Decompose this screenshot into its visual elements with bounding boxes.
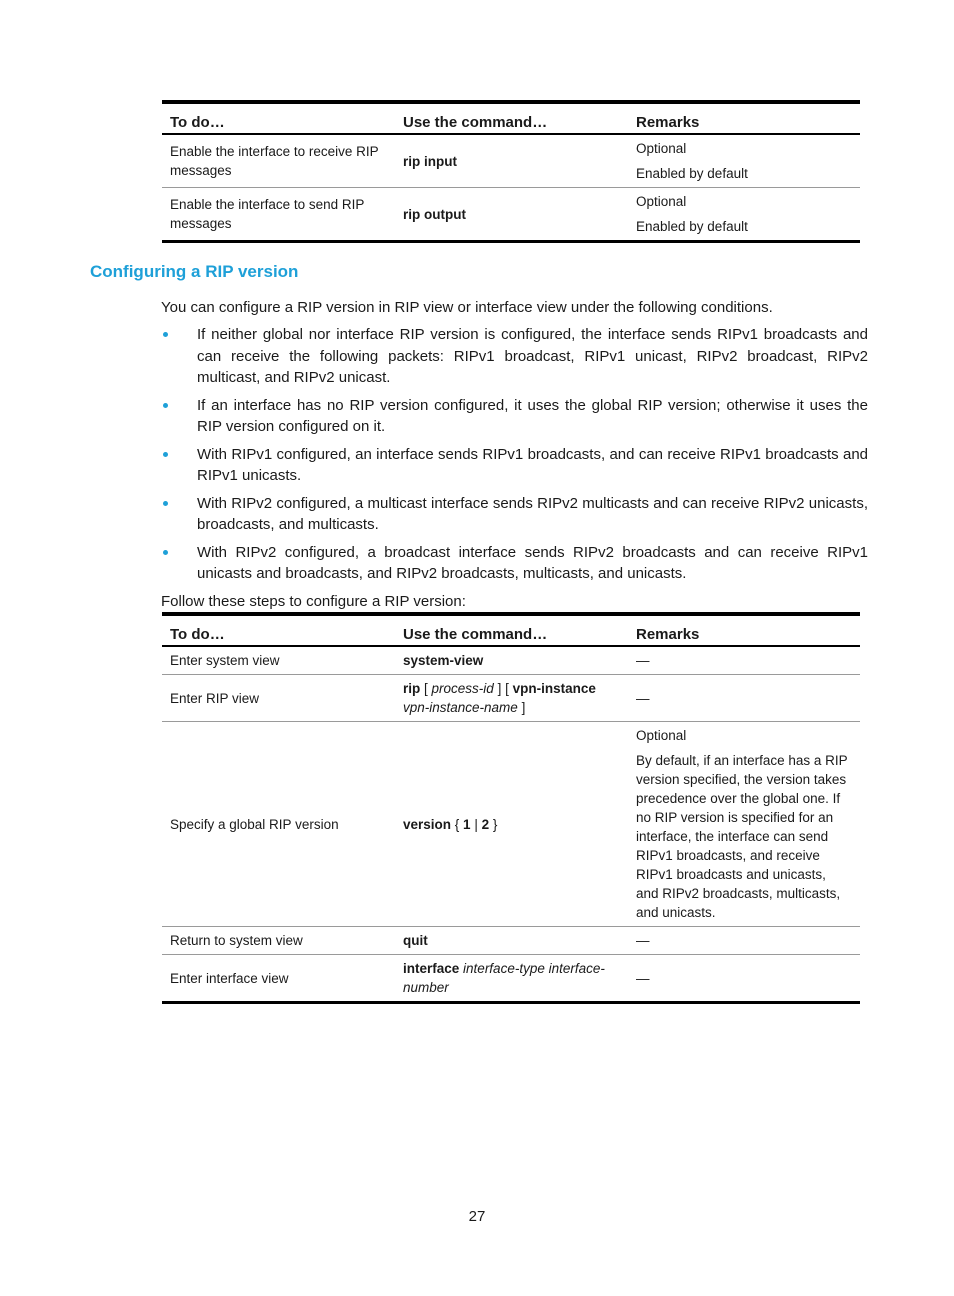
list-item-text: With RIPv2 configured, a multicast interface sends RIPv2 multicasts and can receive RIPv2 unicasts, broadcasts, and multicasts. bbox=[197, 494, 868, 533]
page-number: 27 bbox=[468, 1208, 486, 1225]
table-row bbox=[162, 955, 860, 1003]
column-header-todo: To do… bbox=[162, 614, 395, 646]
steps-intro-paragraph: Follow these steps to configure a RIP version: bbox=[161, 593, 466, 610]
intro-paragraph: You can configure a RIP version in RIP view or interface view under the following conditions. bbox=[161, 299, 773, 316]
table-row bbox=[162, 675, 860, 722]
conditions-list bbox=[161, 324, 868, 591]
todo-cell: Enable the interface to receive RIP messages bbox=[162, 134, 395, 188]
list-item bbox=[161, 542, 868, 585]
list-item-text: With RIPv1 configured, an interface sends RIPv1 broadcasts, and can receive RIPv1 broadcasts and RIPv1 unicasts. bbox=[197, 445, 868, 484]
remark-optional: Optional bbox=[636, 728, 687, 743]
remark-dash: — bbox=[636, 690, 650, 706]
bullet-icon bbox=[163, 332, 168, 337]
column-header-remarks: Remarks bbox=[628, 614, 860, 646]
remarks-cell bbox=[628, 722, 860, 927]
rip-version-steps-table bbox=[162, 612, 860, 1004]
list-item-text: If an interface has no RIP version configured, it uses the global RIP version; otherwise it uses the RIP version configured on it. bbox=[197, 396, 868, 435]
todo-cell: Enter interface view bbox=[162, 955, 395, 1003]
command-syntax: | bbox=[470, 816, 482, 832]
rip-input-output-table bbox=[162, 100, 860, 243]
command-keyword: system-view bbox=[403, 653, 484, 668]
command-keyword: rip bbox=[403, 681, 421, 696]
remark-optional: Optional bbox=[636, 194, 687, 209]
command-argument: interface-type bbox=[463, 961, 545, 976]
command-syntax: { bbox=[451, 816, 464, 832]
bullet-icon bbox=[163, 452, 168, 457]
remark-description: By default, if an interface has a RIP version specified, the version takes precedence over the global one. If no RIP version is specified for an interface, the interface can send RIPv1 broadcasts, and receive RIPv1 broadcasts and unicasts, and RIPv2 broadcasts, multicasts, and unicasts. bbox=[636, 753, 848, 920]
command-keyword: interface bbox=[403, 961, 460, 976]
command-syntax: [ bbox=[420, 681, 432, 696]
list-item-text: With RIPv2 configured, a broadcast interface sends RIPv2 broadcasts and can receive RIPv1 unicasts and broadcasts, and RIPv2 broadcasts, multicasts, and unicasts. bbox=[197, 543, 868, 582]
column-header-remarks: Remarks bbox=[628, 102, 860, 134]
column-header-command: Use the command… bbox=[395, 102, 628, 134]
command-cell bbox=[395, 646, 628, 675]
command-argument: process-id bbox=[431, 681, 494, 696]
command-cell bbox=[395, 927, 628, 955]
todo-cell: Specify a global RIP version bbox=[162, 722, 395, 927]
remark-dash: — bbox=[636, 970, 650, 986]
command-syntax: ] [ bbox=[493, 681, 513, 696]
list-item bbox=[161, 493, 868, 536]
list-item bbox=[161, 324, 868, 389]
table-row bbox=[162, 927, 860, 955]
list-item-text: If neither global nor interface RIP version is configured, the interface sends RIPv1 broadcasts and can receive the following packets: RIPv1 broadcast, RIPv1 unicast, RIPv2 broadcast, RIPv2 multicast, and RIPv2 unicast. bbox=[197, 326, 868, 386]
remark-optional: Optional bbox=[636, 141, 687, 156]
table-header-row bbox=[162, 614, 860, 646]
command-argument: interface-number bbox=[403, 961, 605, 995]
command-cell bbox=[395, 675, 628, 722]
command-keyword: rip output bbox=[403, 206, 466, 222]
remarks-cell bbox=[628, 646, 860, 675]
table-header-row bbox=[162, 102, 860, 134]
table-row bbox=[162, 188, 860, 242]
column-header-command: Use the command… bbox=[395, 614, 628, 646]
todo-cell: Enter RIP view bbox=[162, 675, 395, 722]
command-syntax: ] bbox=[517, 700, 526, 715]
todo-cell: Enter system view bbox=[162, 646, 395, 675]
command-keyword: rip input bbox=[403, 153, 457, 169]
table-row bbox=[162, 646, 860, 675]
todo-cell: Enable the interface to send RIP messages bbox=[162, 188, 395, 242]
remarks-cell bbox=[628, 927, 860, 955]
command-cell bbox=[395, 188, 628, 242]
bullet-icon bbox=[163, 403, 168, 408]
list-item bbox=[161, 395, 868, 438]
table-row bbox=[162, 722, 860, 927]
section-heading: Configuring a RIP version bbox=[90, 262, 299, 281]
command-cell bbox=[395, 722, 628, 927]
command-argument: vpn-instance-name bbox=[403, 700, 518, 715]
command-syntax: } bbox=[489, 816, 498, 832]
column-header-todo: To do… bbox=[162, 102, 395, 134]
remarks-cell bbox=[628, 675, 860, 722]
bullet-icon bbox=[163, 501, 168, 506]
command-keyword: version bbox=[403, 816, 452, 832]
remarks-cell bbox=[628, 188, 860, 242]
remark-dash: — bbox=[636, 933, 650, 948]
command-option: 2 bbox=[481, 816, 490, 832]
remarks-cell bbox=[628, 955, 860, 1003]
command-cell bbox=[395, 955, 628, 1003]
bullet-icon bbox=[163, 550, 168, 555]
remark-default: Enabled by default bbox=[636, 166, 748, 181]
remarks-cell bbox=[628, 134, 860, 188]
remark-dash: — bbox=[636, 653, 650, 668]
todo-cell: Return to system view bbox=[162, 927, 395, 955]
command-cell bbox=[395, 134, 628, 188]
remark-default: Enabled by default bbox=[636, 219, 748, 234]
command-keyword: vpn-instance bbox=[512, 681, 596, 696]
list-item bbox=[161, 444, 868, 487]
command-keyword: quit bbox=[403, 933, 428, 948]
table-row bbox=[162, 134, 860, 188]
command-option: 1 bbox=[463, 816, 471, 832]
